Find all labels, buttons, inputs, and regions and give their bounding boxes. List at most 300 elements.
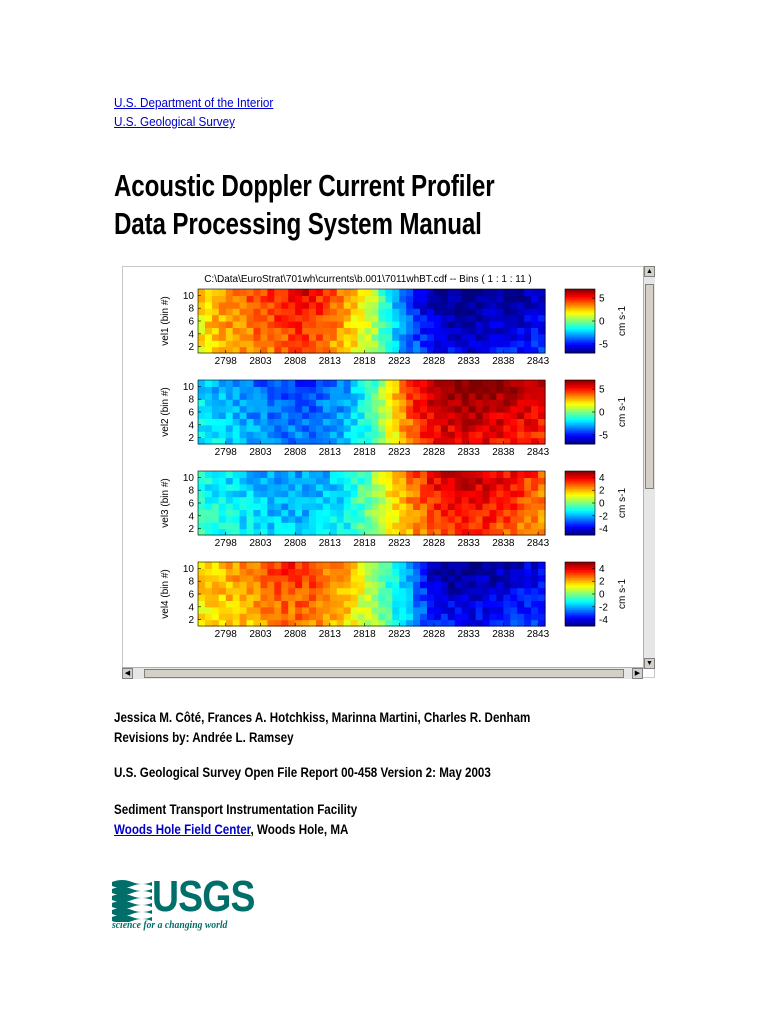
heatmap-cell [240,418,248,425]
heatmap-cell [267,347,275,354]
heatmap-cell [469,477,477,484]
heatmap-cell [351,380,359,387]
heatmap-cell [330,308,338,315]
heatmap-cell [288,380,296,387]
vertical-scroll-thumb[interactable] [645,284,654,489]
heatmap-cell [226,620,234,627]
x-tick-label: 2828 [422,356,446,367]
heatmap-cell [427,516,435,523]
heatmap-cell [434,418,442,425]
heatmap-cell [240,315,248,322]
heatmap-cell [462,315,470,322]
heatmap-cell [330,568,338,575]
heatmap-cell [476,516,484,523]
heatmap-cell [344,529,352,536]
scroll-up-arrow-icon[interactable]: ▲ [644,266,655,277]
heatmap-cell [240,484,248,491]
heatmap-cell [261,412,269,419]
heatmap-cell [496,497,504,504]
heatmap-cell [469,340,477,347]
heatmap-cell [219,347,227,354]
heatmap-cell [254,588,262,595]
heatmap-cell [261,321,269,328]
heatmap-cell [198,484,206,491]
heatmap-cell [517,327,525,334]
x-tick-label: 2833 [457,538,480,549]
heatmap-cell [365,581,373,588]
heatmap-cell [372,380,380,387]
heatmap-cell [531,484,539,491]
scroll-down-arrow-icon[interactable]: ▼ [644,658,655,669]
heatmap-cell [267,588,275,595]
heatmap-cell [261,302,269,309]
heatmap-cell [372,575,380,582]
heatmap-cell [469,289,477,296]
heatmap-cell [427,477,435,484]
heatmap-cell [267,386,275,393]
heatmap-cell [295,497,303,504]
heatmap-cell [219,529,227,536]
heatmap-cell [198,594,206,601]
usgs-wordmark: USGS [152,872,255,921]
heatmap-cell [372,529,380,536]
heatmap-cell [510,471,518,478]
heatmap-cell [274,334,282,341]
heatmap-cell [372,607,380,614]
heatmap-cell [351,399,359,406]
heatmap-cell [448,425,456,432]
heatmap-cell [476,340,484,347]
heatmap-cell [309,380,317,387]
heatmap-cell [247,562,255,569]
heatmap-cell [385,380,393,387]
heatmap-cell [198,315,206,322]
dept-interior-link[interactable]: U.S. Department of the Interior [114,95,274,110]
colorbar-tick-label: -4 [599,615,608,627]
heatmap-cell [344,315,352,322]
heatmap-cell [448,568,456,575]
heatmap-cell [483,406,491,413]
scroll-right-arrow-icon[interactable]: ▶ [632,668,643,679]
heatmap-cell [385,334,393,341]
heatmap-cell [406,522,414,529]
heatmap-cell [517,418,525,425]
heatmap-cell [240,321,248,328]
heatmap-cell [274,315,282,322]
heatmap-cell [496,340,504,347]
heatmap-cell [434,613,442,620]
heatmap-cell [455,522,463,529]
heatmap-cell [302,380,310,387]
heatmap-cell [330,302,338,309]
heatmap-cell [490,347,498,354]
usgs-link[interactable]: U.S. Geological Survey [114,114,235,129]
heatmap-cell [469,321,477,328]
heatmap-cell [392,393,400,400]
heatmap-cell [226,302,234,309]
heatmap-cell [302,490,310,497]
heatmap-cell [212,425,220,432]
heatmap-cell [365,607,373,614]
heatmap-cell [274,418,282,425]
heatmap-cell [267,340,275,347]
heatmap-cell [538,308,546,315]
heatmap-cell [233,393,241,400]
heatmap-cell [455,471,463,478]
heatmap-cell [316,425,324,432]
heatmap-cell [302,503,310,510]
heatmap-cell [420,380,428,387]
heatmap-cell [503,588,511,595]
heatmap-cell [524,522,532,529]
heatmap-cell [337,380,345,387]
heatmap-cell [205,613,213,620]
heatmap-cell [309,490,317,497]
heatmap-cell [496,386,504,393]
heatmap-cell [344,321,352,328]
heatmap-cell [510,289,518,296]
colorbar-tick-label: 4 [599,563,605,575]
heatmap-cell [524,431,532,438]
x-tick-label: 2803 [249,538,272,549]
heatmap-cell [295,438,303,445]
heatmap-cell [420,308,428,315]
heatmap-cell [205,490,213,497]
velocity-heatmaps [123,267,656,679]
heatmap-cell [240,302,248,309]
heatmap-cell [330,503,338,510]
heatmap-cell [205,562,213,569]
heatmap-cell [406,484,414,491]
colorbar-tick-label: -2 [599,602,608,614]
heatmap-cell [420,418,428,425]
heatmap-cell [538,471,546,478]
heatmap-cell [385,438,393,445]
heatmap-cell [490,594,498,601]
heatmap-cell [538,516,546,523]
heatmap-cell [420,321,428,328]
heatmap-cell [455,418,463,425]
heatmap-cell [281,438,289,445]
heatmap-cell [247,425,255,432]
heatmap-cell [295,393,303,400]
heatmap-cell [198,327,206,334]
heatmap-cell [288,412,296,419]
horizontal-scrollbar[interactable] [122,667,643,679]
heatmap-cell [240,399,248,406]
heatmap-cell [531,471,539,478]
heatmap-cell [316,418,324,425]
heatmap-cell [205,509,213,516]
heatmap-cell [212,321,220,328]
heatmap-cell [316,613,324,620]
heatmap-cell [219,497,227,504]
heatmap-cell [212,581,220,588]
heatmap-cell [288,509,296,516]
heatmap-cell [538,484,546,491]
heatmap-cell [517,588,525,595]
heatmap-cell [344,477,352,484]
heatmap-cell [302,600,310,607]
heatmap-cell [226,490,234,497]
heatmap-cell [538,289,546,296]
heatmap-cell [240,334,248,341]
heatmap-cell [427,340,435,347]
heatmap-cell [323,425,331,432]
heatmap-cell [434,477,442,484]
heatmap-cell [365,484,373,491]
heatmap-cell [496,568,504,575]
x-tick-label: 2828 [422,629,446,640]
heatmap-cell [476,302,484,309]
heatmap-cell [254,386,262,393]
heatmap-cell [344,490,352,497]
heatmap-cell [406,380,414,387]
heatmap-cell [351,620,359,627]
heatmap-cell [288,393,296,400]
heatmap-cell [476,503,484,510]
heatmap-cell [330,399,338,406]
usgs-logo[interactable] [112,872,255,933]
heatmap-cell [510,412,518,419]
heatmap-cell [524,340,532,347]
heatmap-cell [462,477,470,484]
y-tick-label: 4 [188,420,194,432]
heatmap-cell [413,490,421,497]
heatmap-cell [309,613,317,620]
heatmap-cell [399,425,407,432]
colorbar-tick-label: -5 [599,339,608,351]
heatmap-cell [531,607,539,614]
heatmap-cell [503,289,511,296]
heatmap-cell [274,412,282,419]
heatmap-cell [261,588,269,595]
heatmap-cell [510,334,518,341]
heatmap-cell [399,490,407,497]
heatmap-cell [233,399,241,406]
heatmap-cell [434,315,442,322]
heatmap-cell [295,581,303,588]
heatmap-cell [288,334,296,341]
heatmap-cell [503,425,511,432]
heatmap-cell [219,327,227,334]
heatmap-cell [483,588,491,595]
heatmap-cell [448,600,456,607]
heatmap-cell [351,471,359,478]
heatmap-cell [267,516,275,523]
heatmap-cell [538,425,546,432]
heatmap-cell [392,308,400,315]
heatmap-cell [316,327,324,334]
heatmap-cell [476,588,484,595]
horizontal-scroll-thumb[interactable] [144,669,624,678]
heatmap-cell [406,334,414,341]
heatmap-cell [510,393,518,400]
heatmap-cell [274,588,282,595]
heatmap-cell [330,613,338,620]
heatmap-cell [517,438,525,445]
heatmap-cell [399,497,407,504]
heatmap-cell [420,522,428,529]
heatmap-cell [399,399,407,406]
heatmap-cell [490,600,498,607]
scroll-left-arrow-icon[interactable]: ◀ [122,668,133,679]
heatmap-cell [510,529,518,536]
heatmap-cell [323,529,331,536]
heatmap-cell [517,386,525,393]
heatmap-cell [455,315,463,322]
heatmap-cell [295,308,303,315]
heatmap-cell [358,620,366,627]
heatmap-cell [538,588,546,595]
heatmap-cell [295,380,303,387]
heatmap-cell [198,490,206,497]
heatmap-cell [469,295,477,302]
heatmap-cell [302,295,310,302]
heatmap-cell [288,471,296,478]
heatmap-cell [302,484,310,491]
heatmap-cell [267,315,275,322]
heatmap-cell [316,438,324,445]
heatmap-cell [233,581,241,588]
heatmap-cell [448,516,456,523]
heatmap-cell [309,594,317,601]
y-tick-label: 4 [188,602,194,614]
heatmap-cell [455,438,463,445]
heatmap-cell [240,425,248,432]
heatmap-cell [212,522,220,529]
heatmap-cell [413,562,421,569]
heatmap-cell [295,600,303,607]
heatmap-cell [205,529,213,536]
x-tick-label: 2843 [526,538,550,549]
heatmap-cell [288,620,296,627]
heatmap-cell [316,509,324,516]
heatmap-cell [517,529,525,536]
heatmap-cell [212,600,220,607]
heatmap-cell [219,321,227,328]
heatmap-cell [385,412,393,419]
heatmap-cell [378,412,386,419]
heatmap-cell [462,529,470,536]
heatmap-cell [385,340,393,347]
heatmap-cell [496,412,504,419]
heatmap-cell [337,477,345,484]
heatmap-cell [510,484,518,491]
heatmap-cell [538,347,546,354]
y-tick-label: 2 [188,342,194,354]
heatmap-cell [330,484,338,491]
heatmap-cell [524,295,532,302]
heatmap-cell [267,438,275,445]
heatmap-cell [351,477,359,484]
heatmap-cell [392,607,400,614]
heatmap-cell [483,418,491,425]
heatmap-cell [309,406,317,413]
heatmap-cell [385,522,393,529]
heatmap-cell [496,308,504,315]
heatmap-cell [441,581,449,588]
heatmap-cell [490,497,498,504]
heatmap-cell [323,471,331,478]
heatmap-cell [385,308,393,315]
heatmap-cell [420,412,428,419]
heatmap-cell [344,613,352,620]
heatmap-cell [448,503,456,510]
heatmap-cell [378,600,386,607]
heatmap-cell [413,620,421,627]
heatmap-cell [337,581,345,588]
heatmap-cell [309,347,317,354]
heatmap-cell [455,600,463,607]
heatmap-cell [226,438,234,445]
heatmap-cell [462,321,470,328]
heatmap-cell [198,438,206,445]
heatmap-cell [392,568,400,575]
heatmap-cell [233,600,241,607]
heatmap-cell [205,321,213,328]
heatmap-cell [496,588,504,595]
heatmap-cell [302,425,310,432]
heatmap-cell [337,594,345,601]
heatmap-cell [351,334,359,341]
heatmap-cell [483,412,491,419]
heatmap-cell [462,380,470,387]
x-tick-label: 2813 [318,538,341,549]
heatmap-cell [267,308,275,315]
vertical-scrollbar[interactable] [643,266,655,669]
heatmap-cell [198,418,206,425]
heatmap-cell [295,490,303,497]
heatmap-cell [406,406,414,413]
woods-hole-link[interactable]: Woods Hole Field Center [114,822,251,837]
heatmap-cell [517,490,525,497]
heatmap-cell [240,308,248,315]
heatmap-cell [261,581,269,588]
heatmap-cell [205,289,213,296]
heatmap-cell [378,529,386,536]
heatmap-cell [330,327,338,334]
heatmap-cell [420,607,428,614]
heatmap-cell [198,568,206,575]
heatmap-cell [261,490,269,497]
heatmap-cell [517,315,525,322]
heatmap-cell [274,393,282,400]
colorbar-tick-label: 4 [599,472,605,484]
heatmap-cell [247,380,255,387]
heatmap-cell [469,386,477,393]
heatmap-cell [261,516,269,523]
heatmap-cell [448,594,456,601]
heatmap-cell [365,600,373,607]
heatmap-cell [448,418,456,425]
heatmap-cell [469,425,477,432]
heatmap-cell [288,581,296,588]
heatmap-cell [288,399,296,406]
heatmap-cell [247,594,255,601]
heatmap-cell [212,289,220,296]
heatmap-cell [358,393,366,400]
heatmap-cell [448,613,456,620]
heatmap-cell [365,334,373,341]
heatmap-cell [392,477,400,484]
x-tick-label: 2823 [388,356,411,367]
heatmap-cell [455,308,463,315]
heatmap-cell [219,308,227,315]
heatmap-cell [351,308,359,315]
heatmap-cell [517,289,525,296]
heatmap-cell [205,516,213,523]
